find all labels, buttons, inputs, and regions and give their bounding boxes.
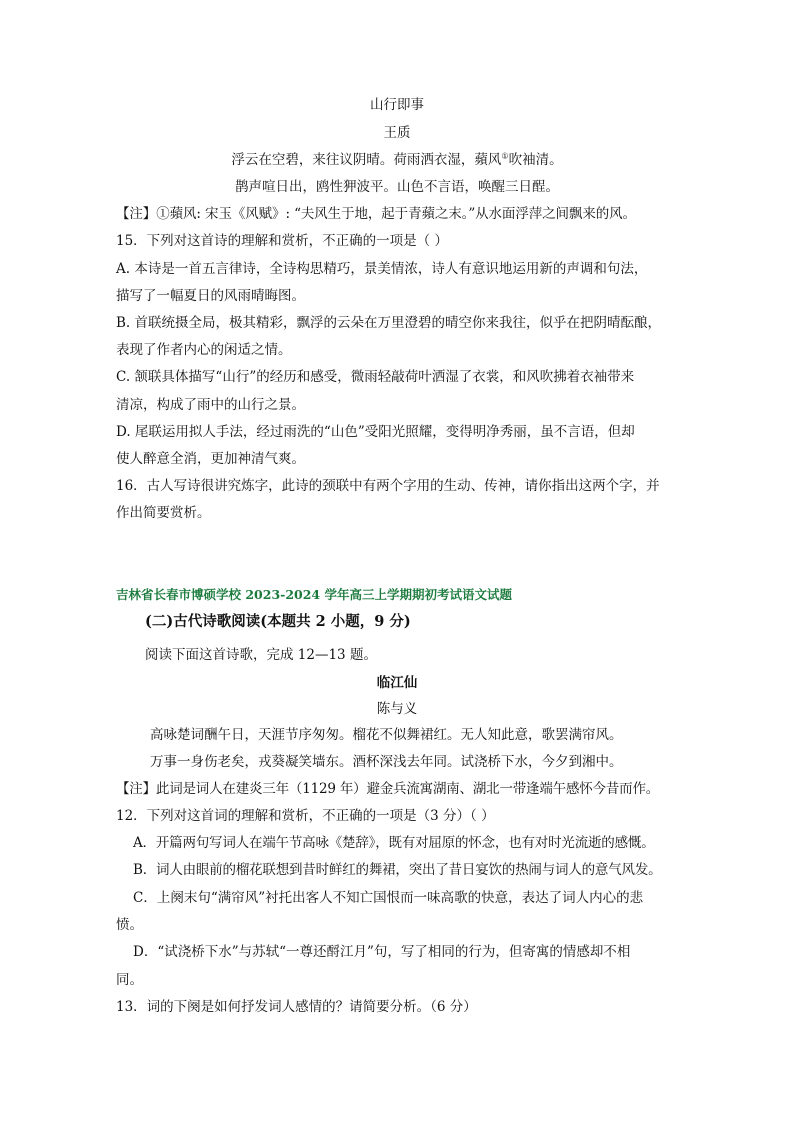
section-heading: (二)古代诗歌阅读(本题共 2 小题，9 分)	[145, 613, 411, 630]
poem2-author: 陈与义	[376, 701, 418, 717]
question-12-option-c-cont: 愤。	[116, 917, 143, 933]
poem1-line1-text-a: 浮云在空碧，来往议阴晴。荷雨洒衣湿，蘋风	[231, 152, 502, 168]
note-marker: ①	[501, 151, 509, 161]
poem2-line: 万事一身伤老矣，戎葵凝笑墙东。酒杯深浅去年同。试浇桥下水，今夕到湘中。	[150, 754, 623, 770]
question-12-option-d: D．“试浇桥下水”与苏轼“一尊还酹江月”句，写了相同的行为，但寄寓的情感却不相	[133, 944, 631, 960]
poem1-line	[0, 151, 794, 169]
question-15-option-c-cont: 清凉，构成了雨中的山行之景。	[116, 397, 305, 413]
section-instruction: 阅读下面这首诗歌，完成 12—13 题。	[145, 647, 377, 663]
question-12-option-b: B．词人由眼前的榴花联想到昔时鲜红的舞裙，突出了昔日宴饮的热闹与词人的意气风发。	[133, 862, 662, 878]
poem1-title: 山行即事	[370, 97, 424, 113]
question-12-option-d-cont: 同。	[116, 972, 143, 988]
poem1-author: 王质	[383, 125, 411, 141]
source-title: 吉林省长春市博硕学校 2023-2024 学年高三上学期期初考试语文试题	[116, 587, 512, 602]
poem2-line: 高咏楚词酬午日，天涯节序匆匆。榴花不似舞裙红。无人知此意，歌罢满帘风。	[150, 727, 623, 743]
question-15-option-d: D. 尾联运用拟人手法，经过雨洗的“山色”受阳光照耀，变得明净秀丽，虽不言语，但却	[116, 424, 635, 440]
question-16-stem-cont: 作出简要赏析。	[116, 505, 211, 521]
question-15-stem: 15．下列对这首诗的理解和赏析，不正确的一项是（ ）	[116, 233, 448, 249]
question-15-option-b: B. 首联统摄全局，极其精彩，飘浮的云朵在万里澄碧的晴空你来我往，似乎在把阴晴酝酿，	[116, 315, 662, 331]
question-15-option-a: A. 本诗是一首五言律诗，全诗构思精巧，景美情浓，诗人有意识地运用新的声调和句法，	[116, 261, 648, 277]
poem2-title: 临江仙	[376, 675, 418, 691]
poem1-note: 【注】①蘋风: 宋玉《风赋》: “夫风生于地，起于青蘋之末。”从水面浮萍之间飘来的风。	[116, 206, 636, 222]
poem1-line: 鹊声喧日出，鸥性狎波平。山色不言语，唤醒三日酲。	[235, 179, 559, 195]
question-12-option-a: A．开篇两句写词人在端午节高咏《楚辞》，既有对屈原的怀念，也有对时光流逝的感慨。	[133, 835, 655, 851]
question-15-option-b-cont: 表现了作者内心的闲适之情。	[116, 342, 292, 358]
question-13-stem: 13．词的下阕是如何抒发词人感情的？请简要分析。（6 分）	[116, 999, 477, 1015]
question-15-option-a-cont: 描写了一幅夏日的风雨晴晦图。	[116, 288, 305, 304]
question-16-stem: 16．古人写诗很讲究炼字，此诗的颈联中有两个字用的生动、传神，请你指出这两个字，并	[116, 478, 660, 494]
question-15-option-d-cont: 使人醉意全消，更加神清气爽。	[116, 451, 305, 467]
question-15-option-c: C. 颔联具体描写“山行”的经历和感受，微雨轻敲荷叶洒湿了衣裳，和风吹拂着衣袖带来	[116, 369, 635, 385]
question-12-stem: 12．下列对这首词的理解和赏析，不正确的一项是（3 分）（ ）	[116, 808, 495, 824]
question-12-option-c: C．上阕末句“满帘风”衬托出客人不知亡国恨而一味高歌的快意，表达了词人内心的悲	[133, 890, 644, 906]
poem1-line1-text-b: 吹袖清。	[508, 152, 563, 168]
poem2-note: 【注】此词是词人在建炎三年（1129 年）避金兵流寓湖南、湖北一带逢端午感怀今昔而作。	[116, 781, 660, 797]
